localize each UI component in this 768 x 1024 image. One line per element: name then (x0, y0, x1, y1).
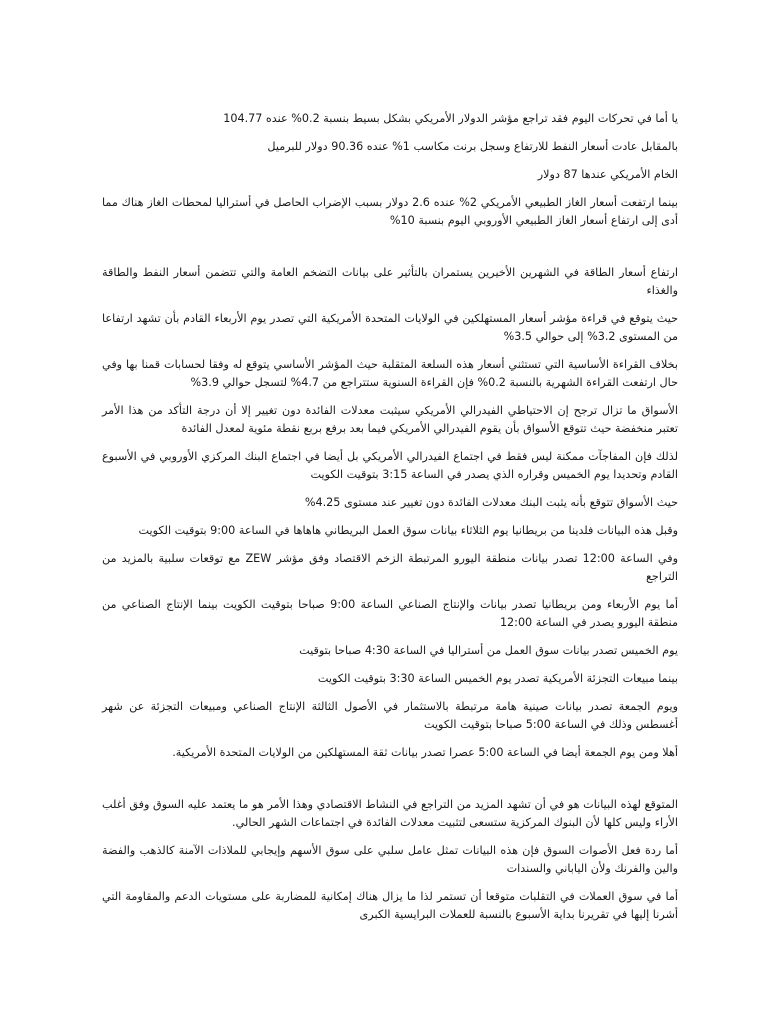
section-spacer (102, 772, 678, 796)
paragraph: حيث الأسواق تتوقع بأنه يثبت البنك معدلات الفائدة دون تغيير عند مستوى 4.25% (304, 496, 678, 509)
paragraph: بخلاف القراءة الأساسية التي تستثني أسعار هذه السلعة المتقلبة حيث المؤشر الأساسي يتوقع له وفقا لحسابات قمنا بها وفي حال ارتفعت القراءة الشهرية بالنسبة 0.2% فإن القراءة السنوية ستتراجع من 4.7% لتسجل حوالي 3.9% (102, 358, 678, 389)
paragraph: وقبل هذه البيانات فلدينا من بريطانيا يوم الثلاثاء بيانات سوق العمل البريطاني هاهاها في الساعة 9:00 بتوقيت الكويت (138, 524, 678, 537)
paragraph: بالمقابل عادت أسعار النفط للارتفاع وسجل برنت مكاسب 1% عنده 90.36 دولار للبرميل (267, 140, 678, 153)
paragraph: وفي الساعة 12:00 تصدر بيانات منطقة اليورو المرتبطة الزخم الاقتصاد وفق مؤشر ZEW مع توقعات سلبية بالمزيد من التراجع (102, 552, 678, 583)
section-spacer (102, 240, 678, 264)
paragraph: أما يوم الأربعاء ومن بريطانيا تصدر بيانات والإنتاج الصناعي الساعة 9:00 صباحا بتوقيت الكويت بينما الإنتاج الصناعي من منطقة اليورو يصدر في الساعة 12:00 (102, 598, 678, 629)
paragraph: الأسواق ما تزال ترجح إن الاحتياطي الفيدرالي الأمريكي سيثبت معدلات الفائدة دون تغيير إلا أن درجة التأكد من هذا الأمر تعتبر منخفضة حيث تتوقع الأسواق بأن يقوم الفيدرالي الأمريكي فيما بعد برفع بربع نقطة مئوية لمعدل الفائدة (102, 404, 678, 435)
paragraph: بينما مبيعات التجزئة الأمريكية تصدر يوم الخميس الساعة 3:30 بتوقيت الكويت (317, 672, 678, 685)
paragraph: يوم الخميس تصدر بيانات سوق العمل من أستراليا في الساعة 4:30 صباحا بتوقيت (299, 644, 678, 657)
paragraph: ويوم الجمعة تصدر بيانات صينية هامة مرتبطة بالاستثمار في الأصول الثالثة الإنتاج الصناعي ومبيعات التجزئة عن شهر أغسطس وذلك في الساعة 5:00 صباحا بتوقيت الكويت (102, 700, 678, 731)
paragraph: ارتفاع أسعار الطاقة في الشهرين الأخيرين يستمران بالتأثير على بيانات التضخم العامة والتي تتضمن أسعار النفط والطاقة والغذاء (102, 266, 678, 297)
paragraph: أما ردة فعل الأصوات السوق فإن هذه البيانات تمثل عامل سلبي على سوق الأسهم وإيجابي للملاذات الآمنة كالذهب والفضة والين والفرنك ولأن الياباني والسندات (102, 844, 678, 875)
paragraph: أهلا ومن يوم الجمعة أيضا في الساعة 5:00 عصرا تصدر بيانات ثقة المستهلكين من الولايات المتحدة الأمريكية. (172, 746, 678, 759)
paragraph: بينما ارتفعت أسعار الغاز الطبيعي الأمريكي 2% عنده 2.6 دولار بسبب الإضراب الحاصل في أستراليا لمحطات الغاز هناك مما أدى إلى ارتفاع أسعار الغاز الطبيعي الأوروبي اليوم بنسبة 10% (102, 196, 678, 227)
paragraph: أما في سوق العملات في التقلبات متوقعا أن تستمر لذا ما يزال هناك إمكانية للمضاربة على مستويات الدعم والمقاومة التي أشرنا إليها في تقريرنا بداية الأسبوع بالنسبة للعملات البرايسية الكبرى (102, 890, 678, 921)
paragraph: المتوقع لهذه البيانات هو في أن تشهد المزيد من التراجع في النشاط الاقتصادي وهذا الأمر هو ما يعتمد عليه السوق وفق أغلب الأراء وليس كلها لأن البنوك المركزية ستسعى لتثبيت معدلات الفائدة في اجتماعات الشهر الحالي. (102, 798, 678, 829)
paragraph: حيث يتوقع في قراءة مؤشر أسعار المستهلكين في الولايات المتحدة الأمريكية التي تصدر يوم الأربعاء القادم بأن تشهد ارتفاعا من المستوى 3.2% إلى حوالي 3.5% (102, 312, 678, 343)
document-body (102, 110, 678, 934)
paragraph: لذلك فإن المفاجآت ممكنة ليس فقط في اجتماع الفيدرالي الأمريكي بل أيضا في اجتماع البنك المركزي الأوروبي في الأسبوع القادم وتحديدا يوم الخميس وقراره الذي يصدر في الساعة 3:15 بتوقيت الكويت (102, 450, 678, 481)
paragraph: يا أما في تحركات اليوم فقد تراجع مؤشر الدولار الأمريكي بشكل بسيط بنسبة 0.2% عنده 104.77 (223, 112, 678, 125)
paragraph: الخام الأمريكي عندها 87 دولار (537, 168, 678, 181)
